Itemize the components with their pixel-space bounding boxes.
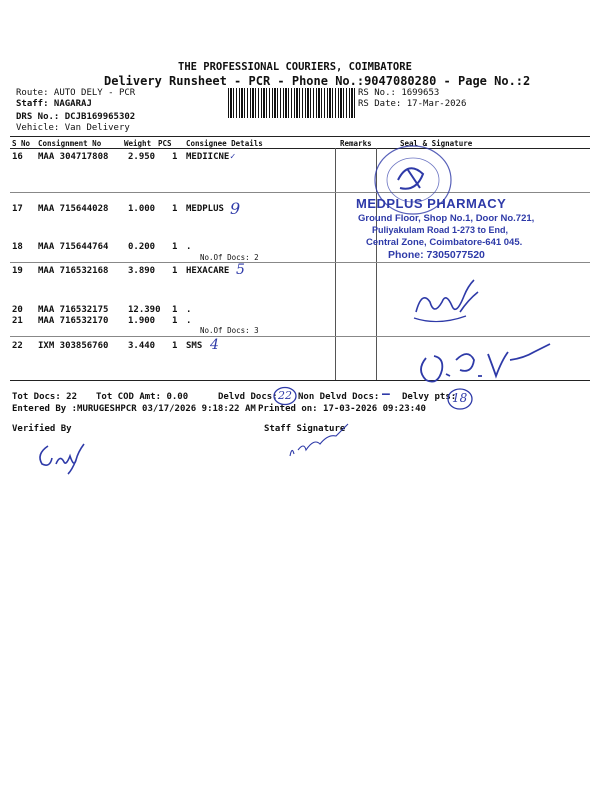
row-consignment: MAA 715644028 [38,204,109,214]
row-separator [10,336,590,337]
row-consignee: MEDIICNE [186,152,230,162]
row-pcs: 1 [172,305,178,315]
rs-date: RS Date: 17-Mar-2026 [358,99,467,109]
row-sno: 17 [12,204,23,214]
row-separator [10,262,590,263]
row-consignment: MAA 716532175 [38,305,109,315]
delivered-docs-handwritten: 22 [278,389,292,402]
row-weight: 0.200 [128,242,156,252]
non-delivered-docs-label: Non Delvd Docs: [298,392,380,402]
row-consignment: IXM 303856760 [38,341,109,351]
handwritten-tick: ✓ [230,152,236,162]
receiver-signature-2 [412,340,552,390]
row-weight: 1.900 [128,316,156,326]
docs-count-note: No.Of Docs: 2 [200,253,259,262]
handwritten-count: 5 [236,262,245,278]
drs-number: DRS No.: DCJB169965302 [16,112,136,122]
verifier-signature [30,436,90,476]
non-delivered-docs-handwritten: — [382,387,390,402]
staff-signature [284,420,354,460]
delivered-docs-label: Delvd Docs: [218,392,278,402]
col-header-consignee: Consignee Details [186,139,263,148]
row-consignee: MEDPLUS [186,204,224,214]
row-consignee: SMS [186,341,203,351]
stamp-address-line1: Ground Floor, Shop No.1, Door No.721, [358,213,535,224]
col-header-weight: Weight [124,139,152,148]
row-pcs: 1 [172,316,178,326]
row-weight: 2.950 [128,152,156,162]
col-header-consignment: Consignment No [38,139,102,148]
stamp-address-line2: Puliyakulam Road 1-273 to End, [372,225,509,235]
handwritten-count: 4 [210,337,219,353]
row-sno: 20 [12,305,23,315]
row-consignment: MAA 715644764 [38,242,109,252]
stamp-pharmacy-name: MEDPLUS PHARMACY [356,196,507,211]
row-consignee: . [186,305,192,315]
row-sno: 18 [12,242,23,252]
vehicle-label: Vehicle: Van Delivery [16,123,130,133]
row-sno: 22 [12,341,23,351]
row-consignment: MAA 716532170 [38,316,109,326]
rs-number: RS No.: 1699653 [358,88,440,98]
col-header-seal: Seal & Signature [400,139,473,148]
entered-by: Entered By :MURUGESHPCR 03/17/2026 9:18:22 AM [12,404,256,414]
row-weight: 1.000 [128,204,156,214]
row-consignee: HEXACARE [186,266,230,276]
route-label: Route: AUTO DELY - PCR [16,88,136,98]
row-separator [10,192,590,193]
staff-signature-label: Staff Signature [264,424,346,434]
row-sno: 21 [12,316,23,326]
delivery-points-handwritten: 18 [452,391,468,405]
row-consignee: . [186,242,192,252]
row-consignment: MAA 716532168 [38,266,109,276]
receiver-signature-1 [408,272,488,332]
col-header-pcs: PCS [158,139,172,148]
row-weight: 12.390 [128,305,161,315]
row-sno: 19 [12,266,23,276]
stamp-phone: Phone: 7305077520 [388,249,485,261]
row-sno: 16 [12,152,23,162]
row-consignee: . [186,316,192,326]
total-docs: Tot Docs: 22 [12,392,78,402]
table-top-border [10,136,590,137]
col-divider-consignee [335,148,336,380]
document-title: THE PROFESSIONAL COURIERS, COIMBATORE [178,61,412,73]
row-pcs: 1 [172,242,178,252]
col-header-sno: S No [12,139,31,148]
barcode-image [228,88,356,118]
table-header-border [10,148,590,149]
row-weight: 3.890 [128,266,156,276]
verified-by-label: Verified By [12,424,72,434]
handwritten-count: 9 [230,199,241,218]
printed-on: Printed on: 17-03-2026 09:23:40 [258,404,426,414]
delivery-points-label: Delvy pts: [402,392,457,402]
staff-label: Staff: NAGARAJ [16,99,92,109]
row-pcs: 1 [172,266,178,276]
row-pcs: 1 [172,204,178,214]
row-weight: 3.440 [128,341,156,351]
row-pcs: 1 [172,152,178,162]
stamp-address-line3: Central Zone, Coimbatore-641 045. [366,237,523,248]
col-header-remarks: Remarks [340,139,372,148]
document-subtitle: Delivery Runsheet - PCR - Phone No.:9047080280 - Page No.:2 [104,74,531,88]
row-consignment: MAA 304717808 [38,152,109,162]
docs-count-note: No.Of Docs: 3 [200,326,259,335]
row-pcs: 1 [172,341,178,351]
total-cod-amount: Tot COD Amt: 0.00 [96,392,189,402]
